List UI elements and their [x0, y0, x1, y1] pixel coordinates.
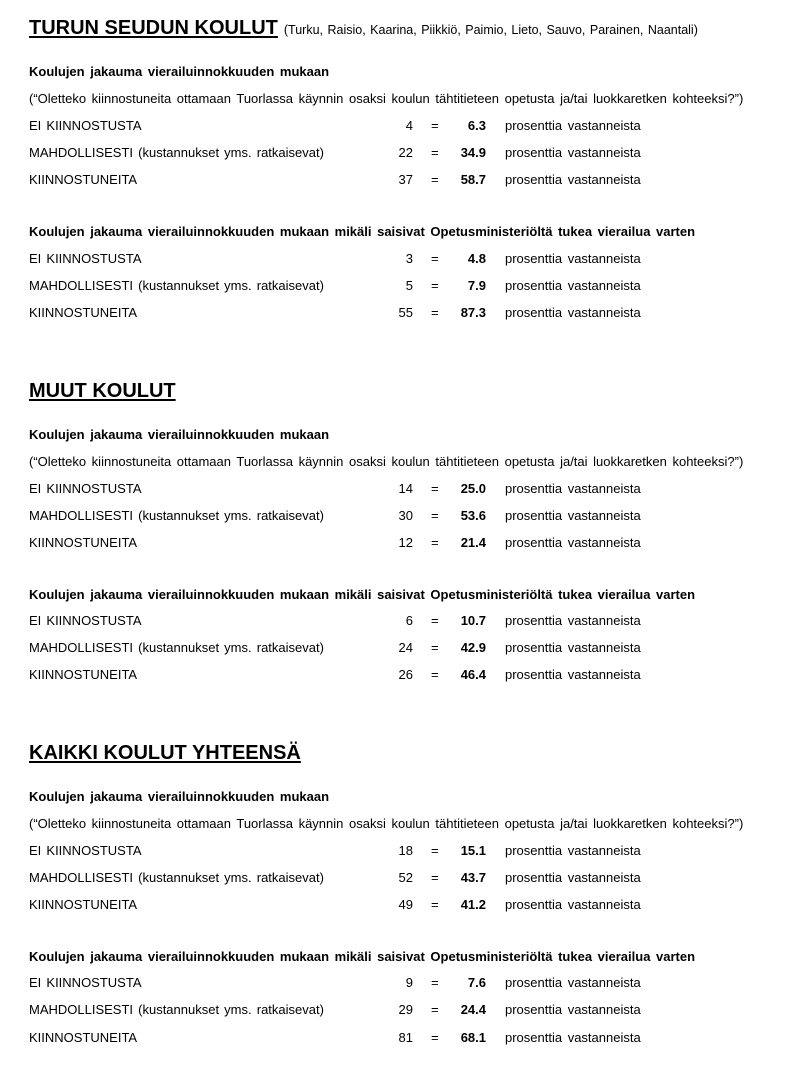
row-unit: prosenttia vastanneista [505, 145, 641, 160]
row-percent: 42.9 [460, 640, 486, 655]
section-title-text: MUUT KOULUT [29, 380, 176, 402]
row-percent: 68.1 [460, 1030, 486, 1045]
row-equals: = [431, 278, 439, 293]
row-percent: 53.6 [460, 508, 486, 523]
row-percent: 43.7 [460, 870, 486, 885]
block-heading: Koulujen jakauma vierailuinnokkuuden mukaan [29, 64, 330, 79]
row-unit: prosenttia vastanneista [505, 1030, 641, 1045]
row-equals: = [431, 870, 439, 885]
row-label: EI KIINNOSTUSTA [29, 613, 142, 628]
row-count: 24 [398, 640, 413, 655]
row-unit: prosenttia vastanneista [505, 640, 641, 655]
block-heading: Koulujen jakauma vierailuinnokkuuden mukaan [29, 427, 330, 442]
row-equals: = [431, 172, 439, 187]
row-equals: = [431, 897, 439, 912]
block-question: (“Oletteko kiinnostuneita ottamaan Tuorlassa käynnin osaksi koulun tähtitieteen opetusta ja/tai luokkaretken kohteeksi?”) [29, 91, 744, 106]
block-question: (“Oletteko kiinnostuneita ottamaan Tuorlassa käynnin osaksi koulun tähtitieteen opetusta ja/tai luokkaretken kohteeksi?”) [29, 454, 744, 469]
row-percent: 15.1 [460, 843, 486, 858]
row-equals: = [431, 843, 439, 858]
row-percent: 34.9 [460, 145, 486, 160]
row-unit: prosenttia vastanneista [505, 975, 641, 990]
row-count: 14 [398, 481, 413, 496]
row-label: KIINNOSTUNEITA [29, 897, 138, 912]
row-label: KIINNOSTUNEITA [29, 172, 138, 187]
row-equals: = [431, 640, 439, 655]
row-label: MAHDOLLISESTI (kustannukset yms. ratkaisevat) [29, 1002, 324, 1017]
row-unit: prosenttia vastanneista [505, 843, 641, 858]
block-heading: Koulujen jakauma vierailuinnokkuuden mukaan mikäli saisivat Opetusministeriöltä tukea vierailua varten [29, 587, 696, 602]
row-percent: 41.2 [460, 897, 486, 912]
row-label: EI KIINNOSTUSTA [29, 251, 142, 266]
row-count: 4 [405, 118, 413, 133]
row-count: 22 [398, 145, 413, 160]
row-unit: prosenttia vastanneista [505, 278, 641, 293]
row-percent: 10.7 [460, 613, 486, 628]
row-percent: 7.9 [467, 278, 486, 293]
row-percent: 6.3 [467, 118, 486, 133]
row-unit: prosenttia vastanneista [505, 897, 641, 912]
row-percent: 21.4 [460, 535, 486, 550]
row-count: 6 [405, 613, 413, 628]
row-unit: prosenttia vastanneista [505, 870, 641, 885]
row-count: 30 [398, 508, 413, 523]
row-label: EI KIINNOSTUSTA [29, 481, 142, 496]
block-heading: Koulujen jakauma vierailuinnokkuuden mukaan [29, 789, 330, 804]
block-heading: Koulujen jakauma vierailuinnokkuuden mukaan mikäli saisivat Opetusministeriöltä tukea vierailua varten [29, 949, 696, 964]
row-equals: = [431, 305, 439, 320]
section-title-text: KAIKKI KOULUT YHTEENSÄ [29, 742, 301, 764]
row-percent: 24.4 [460, 1002, 486, 1017]
row-count: 5 [405, 278, 413, 293]
row-equals: = [431, 145, 439, 160]
row-equals: = [431, 481, 439, 496]
row-equals: = [431, 251, 439, 266]
row-count: 18 [398, 843, 413, 858]
row-unit: prosenttia vastanneista [505, 118, 641, 133]
row-label: MAHDOLLISESTI (kustannukset yms. ratkaisevat) [29, 508, 324, 523]
row-percent: 46.4 [460, 667, 486, 682]
row-count: 12 [398, 535, 413, 550]
block-question: (“Oletteko kiinnostuneita ottamaan Tuorlassa käynnin osaksi koulun tähtitieteen opetusta ja/tai luokkaretken kohteeksi?”) [29, 816, 744, 831]
row-equals: = [431, 535, 439, 550]
section-title-text: TURUN SEUDUN KOULUT [29, 17, 278, 39]
row-label: MAHDOLLISESTI (kustannukset yms. ratkaisevat) [29, 640, 324, 655]
row-equals: = [431, 1002, 439, 1017]
row-label: MAHDOLLISESTI (kustannukset yms. ratkaisevat) [29, 870, 324, 885]
row-count: 9 [405, 975, 413, 990]
row-unit: prosenttia vastanneista [505, 172, 641, 187]
row-equals: = [431, 508, 439, 523]
row-equals: = [431, 613, 439, 628]
row-count: 37 [398, 172, 413, 187]
row-label: KIINNOSTUNEITA [29, 305, 138, 320]
row-label: EI KIINNOSTUSTA [29, 975, 142, 990]
row-label: MAHDOLLISESTI (kustannukset yms. ratkaisevat) [29, 278, 324, 293]
row-label: KIINNOSTUNEITA [29, 667, 138, 682]
row-percent: 4.8 [467, 251, 486, 266]
row-label: EI KIINNOSTUSTA [29, 118, 142, 133]
row-equals: = [431, 118, 439, 133]
row-label: KIINNOSTUNEITA [29, 1030, 138, 1045]
row-unit: prosenttia vastanneista [505, 481, 641, 496]
row-unit: prosenttia vastanneista [505, 535, 641, 550]
row-count: 81 [398, 1030, 413, 1045]
row-unit: prosenttia vastanneista [505, 508, 641, 523]
row-label: MAHDOLLISESTI (kustannukset yms. ratkaisevat) [29, 145, 324, 160]
row-equals: = [431, 667, 439, 682]
section-note: (Turku, Raisio, Kaarina, Piikkiö, Paimio, Lieto, Sauvo, Parainen, Naantali) [283, 23, 698, 37]
section-title [29, 16, 698, 42]
row-label: EI KIINNOSTUSTA [29, 843, 142, 858]
row-count: 29 [398, 1002, 413, 1017]
row-count: 26 [398, 667, 413, 682]
row-unit: prosenttia vastanneista [505, 1002, 641, 1017]
row-unit: prosenttia vastanneista [505, 613, 641, 628]
row-percent: 7.6 [467, 975, 486, 990]
section-title [29, 741, 301, 765]
row-equals: = [431, 1030, 439, 1045]
row-unit: prosenttia vastanneista [505, 251, 641, 266]
row-count: 3 [405, 251, 413, 266]
row-count: 55 [398, 305, 413, 320]
row-unit: prosenttia vastanneista [505, 305, 641, 320]
row-percent: 87.3 [460, 305, 486, 320]
row-label: KIINNOSTUNEITA [29, 535, 138, 550]
section-title [29, 379, 176, 403]
row-count: 49 [398, 897, 413, 912]
row-equals: = [431, 975, 439, 990]
row-percent: 25.0 [460, 481, 486, 496]
row-unit: prosenttia vastanneista [505, 667, 641, 682]
block-heading: Koulujen jakauma vierailuinnokkuuden mukaan mikäli saisivat Opetusministeriöltä tukea vierailua varten [29, 224, 696, 239]
row-percent: 58.7 [460, 172, 486, 187]
row-count: 52 [398, 870, 413, 885]
